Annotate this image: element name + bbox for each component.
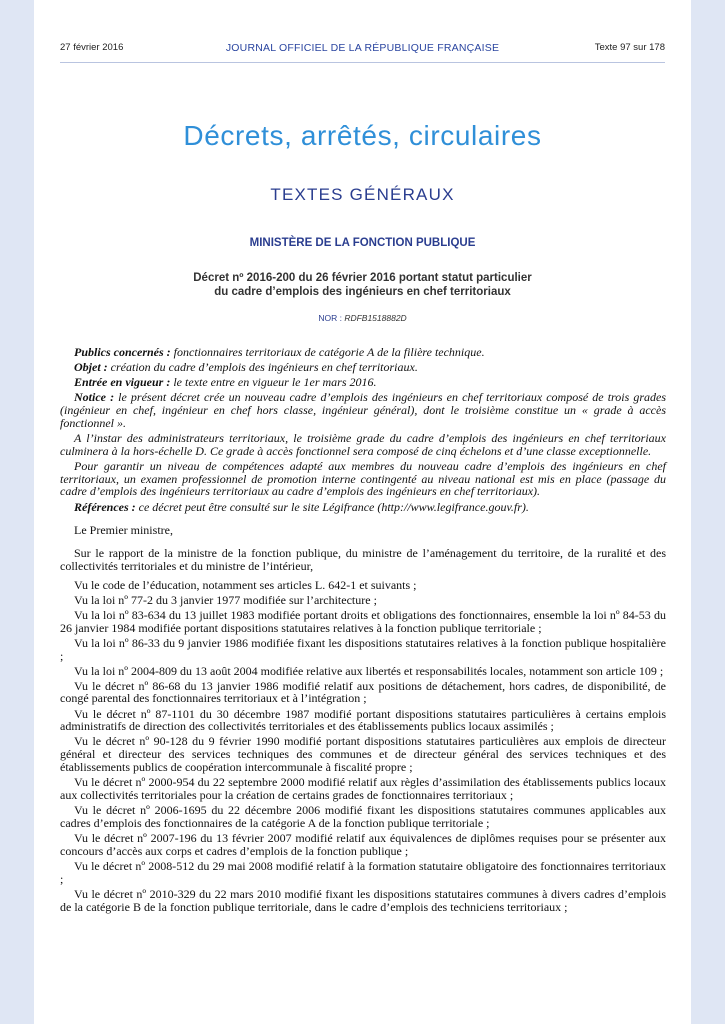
- summary-notice: [60, 391, 666, 429]
- summary-notice-text: le présent décret crée un nouveau cadre d’emplois des ingénieurs en chef territoriaux composé de trois grades (ingénieur en chef, ingénieur en chef hors classe, ingénieur général), dont le troisième constitue un « grade à accès fonctionnel ».: [60, 390, 667, 430]
- summary-notice-label: Notice :: [74, 390, 115, 405]
- right-margin-band: [691, 0, 725, 1024]
- summary-references-text: ce décret peut être consulté sur le site Légifrance (http://www.legifrance.gouv.fr).: [138, 499, 529, 514]
- vu-item: Vu le décret nº 2000-954 du 22 septembre 2000 modifié relatif aux règles d’assimilation des établissements publics locaux aux collectivités territoriales pour la création de certains grades de fonctionnaires territoriaux ;: [60, 775, 666, 802]
- vu-item: Vu le décret nº 2010-329 du 22 mars 2010 modifié fixant les dispositions statutaires communes à divers cadres d’emplois de la catégorie B de la fonction publique territoriale, dans le cadre d’emplois des techniciens territoriaux ;: [60, 886, 666, 914]
- vu-item: Vu la loi nº 86-33 du 9 janvier 1986 modifiée fixant les dispositions statutaires relatives à la fonction publique hospitalière ;: [60, 635, 666, 663]
- header-text-number: Texte 97 sur 178: [594, 42, 665, 53]
- header-journal-name: JOURNAL OFFICIEL DE LA RÉPUBLIQUE FRANÇAISE: [225, 42, 500, 54]
- vu-item: Vu le décret nº 86-68 du 13 janvier 1986 modifié relatif aux positions de détachement, hors cadres, de disponibilité, de congé parental des fonctionnaires territoriaux et à l’intégration ;: [60, 678, 666, 706]
- header-divider: [60, 62, 665, 63]
- nor-reference: [34, 313, 691, 323]
- summary-references: [60, 501, 666, 514]
- document-page: [34, 0, 691, 1024]
- decree-title-line-1: Décret nº 2016-200 du 26 février 2016 portant statut particulier: [193, 272, 532, 284]
- summary-publics-label: Publics concernés :: [74, 345, 171, 359]
- decree-title: [74, 271, 651, 299]
- vu-item: Vu la loi nº 83-634 du 13 juillet 1983 modifiée portant droits et obligations des fonctionnaires, ensemble la loi nº 84-53 du 26 janvier 1984 modifiée portant dispositions statutaires relatives à la fonction publique territoriale ;: [60, 607, 666, 635]
- nor-label: NOR :: [318, 313, 342, 323]
- summary-objet: [60, 361, 666, 374]
- document-body: [60, 346, 666, 916]
- summary-objet-text: création du cadre d’emplois des ingénieurs en chef territoriaux.: [110, 360, 418, 375]
- summary-entree-text: le texte entre en vigueur le 1er mars 2016.: [173, 375, 377, 390]
- section-subtitle: TEXTES GÉNÉRAUX: [270, 185, 455, 204]
- summary-references-label: Références :: [74, 499, 136, 514]
- vu-item: Vu le décret nº 87-1101 du 30 décembre 1987 modifié portant dispositions statutaires particulières à certains emplois administratifs de direction des collectivités territoriales et des établissements publics locaux assimilés ;: [60, 706, 666, 734]
- nor-value: RDFB1518882D: [344, 313, 407, 323]
- decree-title-line-2: du cadre d’emplois des ingénieurs en chef territoriaux: [214, 286, 511, 298]
- vu-item: Vu le décret nº 2008-512 du 29 mai 2008 modifié relatif à la formation statutaire obligatoire des fonctionnaires territoriaux ;: [60, 858, 666, 886]
- summary-publics: [60, 346, 666, 359]
- summary-paragraph-2: A l’instar des administrateurs territoriaux, le troisième grade du cadre d’emplois des ingénieurs en chef territoriaux culminera à la hors-échelle D. Ce grade à accès fonctionnel sera composé de cinq échelons et d’une classe exceptionnelle.: [60, 430, 666, 458]
- vu-item: Vu la loi nº 77-2 du 3 janvier 1977 modifiée sur l’architecture ;: [74, 592, 377, 607]
- vu-item: Vu la loi nº 2004-809 du 13 août 2004 modifiée relative aux libertés et responsabilités locales, notamment son article 109 ;: [74, 663, 664, 678]
- summary-entree-label: Entrée en vigueur :: [74, 375, 171, 390]
- rapport-paragraph: Sur le rapport de la ministre de la fonction publique, du ministre de l’aménagement du territoire, de la ruralité et des collectivités territoriales et du ministre de l’intérieur,: [60, 545, 666, 573]
- vu-item: Vu le décret nº 2006-1695 du 22 décembre 2006 modifié fixant les dispositions statutaires communes applicables aux cadres d’emplois des fonctionnaires de la catégorie A de la fonction publique territoriale ;: [60, 803, 666, 830]
- vu-item: Vu le décret nº 90-128 du 9 février 1990 modifié portant dispositions statutaires particulières aux emplois de directeur général et directeur des services techniques des communes et de directeur général des services techniques et des établissements publics de coopération intercommunale à fiscalité propre ;: [60, 734, 666, 775]
- header-date: 27 février 2016: [60, 42, 124, 53]
- premier-ministre: Le Premier ministre,: [74, 522, 173, 537]
- summary-paragraph-3: Pour garantir un niveau de compétences adapté aux membres du nouveau cadre d’emplois des ingénieurs en chef territoriaux, un examen professionnel de promotion interne contingenté au niveau national est mis en place (passage du cadre d’emplois des ingénieurs territoriaux au cadre d’emplois des ingénieurs en chef territoriaux).: [60, 458, 666, 499]
- ministry-heading: MINISTÈRE DE LA FONCTION PUBLIQUE: [249, 237, 476, 249]
- summary-objet-label: Objet :: [74, 360, 108, 375]
- left-margin-band: [0, 0, 34, 1024]
- vu-item: Vu le décret nº 2007-196 du 13 février 2007 modifié relatif aux équivalences de diplômes requises pour se présenter aux concours d’accès aux corps et cadres d’emplois de la fonction publique ;: [60, 830, 666, 858]
- page-header: [60, 42, 665, 58]
- summary-entree: [60, 376, 666, 389]
- section-title: Décrets, arrêtés, circulaires: [183, 120, 542, 151]
- vu-item: Vu le code de l’éducation, notamment ses articles L. 642-1 et suivants ;: [74, 577, 417, 592]
- summary-publics-text: fonctionnaires territoriaux de catégorie A de la filière technique.: [173, 345, 485, 359]
